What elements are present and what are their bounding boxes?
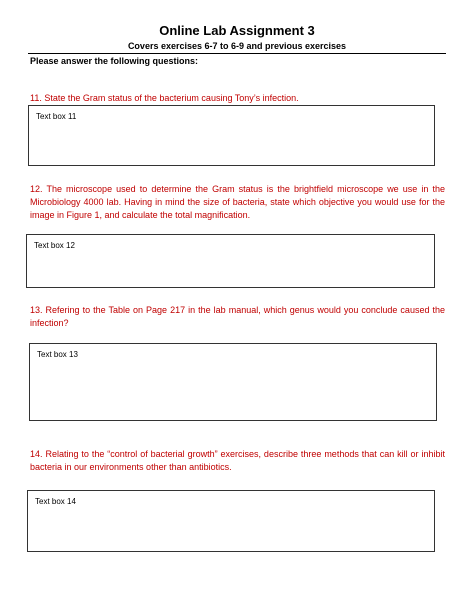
page-subtitle: Covers exercises 6-7 to 6-9 and previous exercises: [127, 41, 347, 51]
page-title: Online Lab Assignment 3: [159, 23, 315, 38]
question-number: 14.: [30, 449, 43, 459]
answer-box-12[interactable]: [26, 234, 435, 288]
question-text: Relating to the “control of bacterial growth” exercises, describe three methods that can kill or inhibit bacteria in our environments other than antibiotics.: [30, 449, 445, 472]
answer-box-14[interactable]: [27, 490, 435, 552]
textbox-label: Text box 12: [34, 241, 75, 250]
question-text: The microscope used to determine the Gram status is the brightfield microscope we use in the Microbiology 4000 lab. Having in mind the size of bacteria, state which objective you would use for the image in Figure 1, and calculate the total magnification.: [30, 184, 445, 220]
question-11: [30, 92, 445, 105]
question-number: 11.: [30, 93, 42, 103]
question-12: [30, 183, 445, 222]
question-text: Refering to the Table on Page 217 in the lab manual, which genus would you conclude caused the infection?: [30, 305, 445, 328]
header-divider: [28, 53, 446, 54]
answer-box-11[interactable]: [28, 105, 435, 166]
question-text: State the Gram status of the bacterium causing Tony’s infection.: [44, 93, 299, 103]
question-number: 13.: [30, 305, 43, 315]
question-13: [30, 304, 445, 330]
answer-box-13[interactable]: [29, 343, 437, 421]
instructions: Please answer the following questions:: [30, 56, 199, 66]
textbox-label: Text box 14: [35, 497, 76, 506]
textbox-label: Text box 11: [36, 112, 77, 121]
question-number: 12.: [30, 184, 43, 194]
textbox-label: Text box 13: [37, 350, 78, 359]
question-14: [30, 448, 445, 474]
